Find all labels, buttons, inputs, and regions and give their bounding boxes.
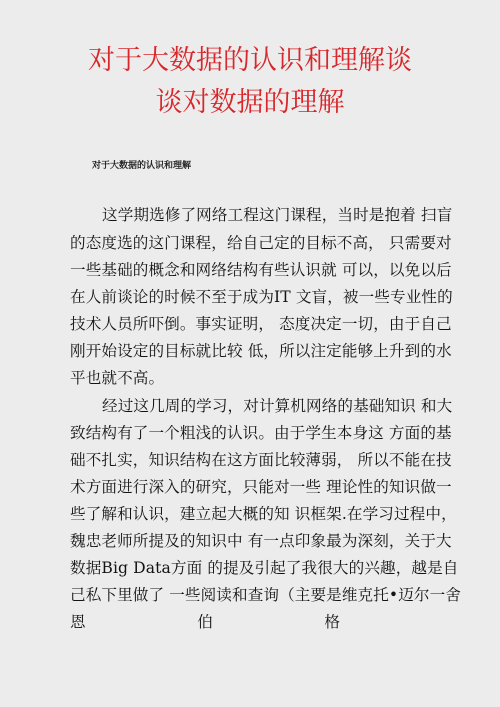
paragraph-1-line: 在人前谈论的时候不至于成为IT 文盲，被一些专业性的 — [70, 288, 453, 306]
paragraph-1-line: 平也就不高。 — [70, 369, 165, 387]
paragraph-2-last-line — [70, 612, 340, 632]
paragraph-2-line: 致结构有了一个粗浅的认识。由于学生本身这 方面的基 — [70, 424, 452, 442]
paragraph-1-line: 的态度选的这门课程，给自己定的目标不高， 只需要对 — [70, 234, 452, 252]
paragraph-1-line: 技术人员所吓倒。事实证明， 态度决定一切，由于自己 — [70, 315, 452, 333]
paragraph-2-line: 数据Big Data方面 的提及引起了我很大的兴趣，越是自 — [70, 559, 459, 577]
paragraph-2-line: 魏忠老师所提及的知识中 有一点印象最为深刻，关于大 — [70, 532, 452, 550]
paragraph-1-line: 这学期选修了网络工程这门课程，当时是抱着 扫盲 — [102, 206, 453, 224]
document-title-line-2: 谈对数据的理解 — [155, 87, 345, 118]
document-title-line-1: 对于大数据的认识和理解谈 — [88, 45, 412, 76]
paragraph-2-line: 己私下里做了 一些阅读和查询（主要是维克托•迈尔一舍 — [70, 586, 462, 604]
paragraph-2-line: 术方面进行深入的研究，只能对一些 理论性的知识做一 — [70, 478, 452, 496]
paragraph-2-line: 经过这几周的学习，对计算机网络的基础知识 和大 — [102, 397, 453, 415]
last-line-word: 格 — [324, 613, 340, 631]
paragraph-1-line: 一些基础的概念和网络结构有些认识就 可以，以免以后 — [70, 261, 452, 279]
paragraph-2-line: 础不扎实，知识结构在这方面比较薄弱， 所以不能在技 — [70, 451, 452, 469]
document-subheading: 对于大数据的认识和理解 — [92, 161, 192, 171]
paragraph-1-line: 刚开始设定的目标就比较 低，所以注定能够上升到的水 — [70, 342, 452, 360]
last-line-word: 伯 — [197, 613, 213, 631]
paragraph-2-line: 些了解和认识，建立起大概的知 识框架.在学习过程中， — [70, 505, 457, 523]
last-line-word: 恩 — [70, 613, 86, 631]
